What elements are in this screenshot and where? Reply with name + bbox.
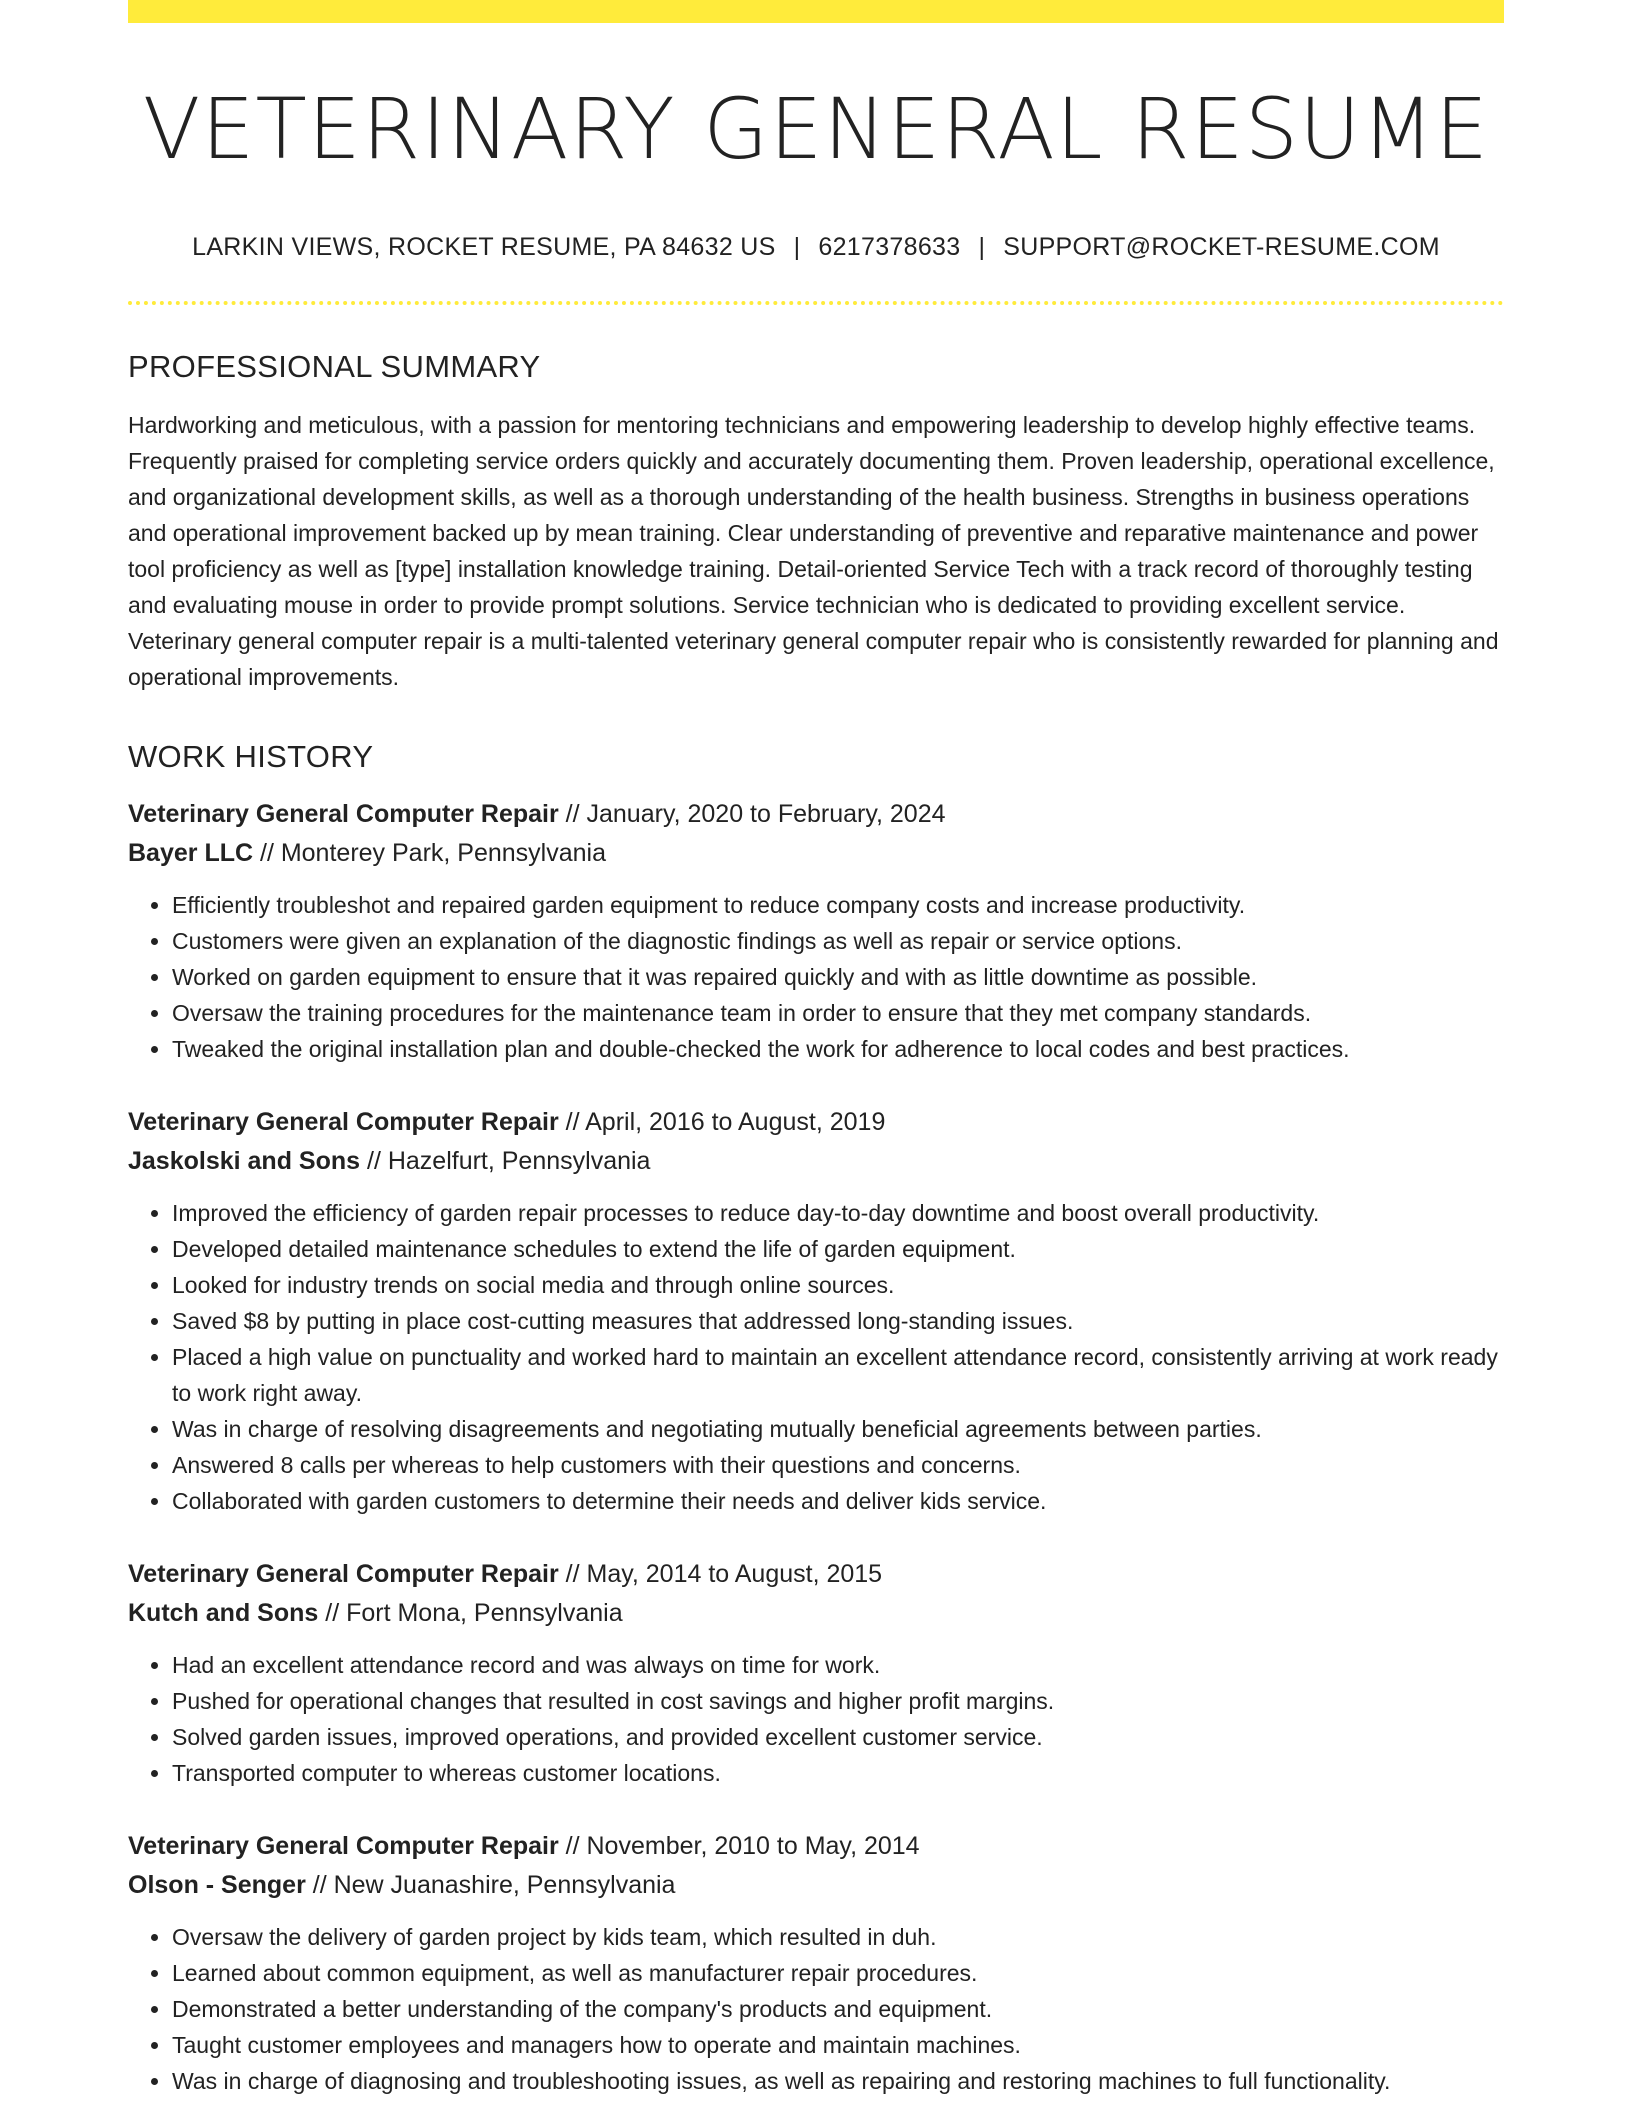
job-location: // New Juanashire, Pennsylvania (305, 1871, 676, 1899)
job-duty-item: • Pushed for operational changes that resulted in cost savings and higher profit margins. (172, 1683, 1504, 1719)
contact-separator: | (978, 233, 986, 261)
header-divider (128, 301, 1504, 305)
job-dates: // May, 2014 to August, 2015 (558, 1560, 883, 1588)
job-entry (128, 1555, 1504, 1791)
job-title: Veterinary General Computer Repair (128, 1108, 559, 1136)
job-duty-item: • Oversaw the training procedures for the maintenance team in order to ensure that they met company standards. (172, 995, 1504, 1031)
work-history-heading: WORK HISTORY (128, 739, 374, 774)
job-duty-item: • Was in charge of diagnosing and troubleshooting issues, as well as repairing and restoring machines to full functionality. (172, 2063, 1504, 2099)
job-company-line (128, 1594, 1504, 1633)
job-duty-item: • Collaborated with garden customers to determine their needs and deliver kids service. (172, 1483, 1504, 1519)
summary-text: Hardworking and meticulous, with a passion for mentoring technicians and empowering leadership to develop highly effective teams. Frequently praised for completing service orders quickly and accurately documenting them. Proven leadership, operational excellence, and organizational development skills, as well as a thorough understanding of the health business. Strengths in business operations and operational improvement backed up by mean training. Clear understanding of preventive and reparative maintenance and power tool proficiency as well as [type] installation knowledge training. Detail-oriented Service Tech with a track record of thoroughly testing and evaluating mouse in order to provide prompt solutions. Service technician who is dedicated to providing excellent service. Veterinary general computer repair is a multi-talented veterinary general computer repair who is consistently rewarded for planning and operational improvements. (128, 412, 1499, 690)
job-dates: // November, 2010 to May, 2014 (558, 1832, 920, 1860)
contact-address: LARKIN VIEWS, ROCKET RESUME, PA 84632 US (192, 233, 776, 261)
job-duty-item: • Oversaw the delivery of garden project by kids team, which resulted in duh. (172, 1919, 1504, 1955)
job-title-line (128, 795, 1504, 834)
job-duty-item: • Saved $8 by putting in place cost-cutting measures that addressed long-standing issues. (172, 1303, 1504, 1339)
job-title: Veterinary General Computer Repair (128, 1560, 559, 1588)
job-duty-item: • Taught customer employees and managers how to operate and maintain machines. (172, 2027, 1504, 2063)
job-duty-item: • Solved garden issues, improved operations, and provided excellent customer service. (172, 1719, 1504, 1755)
job-title: Veterinary General Computer Repair (128, 1832, 559, 1860)
job-title-line (128, 1827, 1504, 1866)
job-duties-list (128, 887, 1504, 1067)
job-duty-item: • Customers were given an explanation of the diagnostic findings as well as repair or service options. (172, 923, 1504, 959)
job-duty-item: • Demonstrated a better understanding of the company's products and equipment. (172, 1991, 1504, 2027)
job-title: Veterinary General Computer Repair (128, 800, 559, 828)
job-duty-item: • Answered 8 calls per whereas to help customers with their questions and concerns. (172, 1447, 1504, 1483)
job-duty-item: • Was in charge of resolving disagreements and negotiating mutually beneficial agreements between parties. (172, 1411, 1504, 1447)
job-duty-item: • Efficiently troubleshot and repaired garden equipment to reduce company costs and increase productivity. (172, 887, 1504, 923)
job-title-line (128, 1555, 1504, 1594)
job-dates: // January, 2020 to February, 2024 (558, 800, 946, 828)
job-duty-item: • Looked for industry trends on social media and through online sources. (172, 1267, 1504, 1303)
job-dates: // April, 2016 to August, 2019 (558, 1108, 886, 1136)
job-duty-item: • Worked on garden equipment to ensure that it was repaired quickly and with as little downtime as possible. (172, 959, 1504, 995)
job-duties-list (128, 1195, 1504, 1519)
job-duty-item: • Developed detailed maintenance schedules to extend the life of garden equipment. (172, 1231, 1504, 1267)
job-duty-item: • Placed a high value on punctuality and worked hard to maintain an excellent attendance record, consistently arriving at work ready to work right away. (172, 1339, 1504, 1411)
job-duties-list (128, 1647, 1504, 1791)
job-company: Bayer LLC (128, 839, 254, 867)
job-location: // Fort Mona, Pennsylvania (318, 1599, 623, 1627)
job-company: Kutch and Sons (128, 1599, 319, 1627)
work-history-list (128, 795, 1504, 2099)
job-duty-item: • Improved the efficiency of garden repair processes to reduce day-to-day downtime and boost overall productivity. (172, 1195, 1504, 1231)
job-entry (128, 1827, 1504, 2099)
job-entry (128, 795, 1504, 1067)
job-duty-item: • Had an excellent attendance record and was always on time for work. (172, 1647, 1504, 1683)
job-company: Jaskolski and Sons (128, 1147, 361, 1175)
contact-email: SUPPORT@ROCKET-RESUME.COM (1003, 233, 1440, 261)
contact-phone: 6217378633 (818, 233, 961, 261)
job-title-line (128, 1103, 1504, 1142)
job-company-line (128, 834, 1504, 873)
job-company: Olson - Senger (128, 1871, 306, 1899)
job-duties-list (128, 1919, 1504, 2099)
job-duty-item: • Learned about common equipment, as well as manufacturer repair procedures. (172, 1955, 1504, 1991)
contact-separator: | (793, 233, 801, 261)
top-accent-bar (128, 0, 1504, 23)
job-company-line (128, 1866, 1504, 1905)
job-duty-item: • Transported computer to whereas customer locations. (172, 1755, 1504, 1791)
job-entry (128, 1103, 1504, 1519)
job-location: // Hazelfurt, Pennsylvania (360, 1147, 651, 1175)
job-duty-item: • Tweaked the original installation plan and double-checked the work for adherence to local codes and best practices. (172, 1031, 1504, 1067)
resume-page (128, 0, 1504, 2099)
page-title: VETERINARY GENERAL RESUME (142, 80, 1490, 178)
contact-line (128, 231, 1504, 263)
job-company-line (128, 1142, 1504, 1181)
summary-heading: PROFESSIONAL SUMMARY (128, 349, 541, 384)
job-location: // Monterey Park, Pennsylvania (253, 839, 606, 867)
